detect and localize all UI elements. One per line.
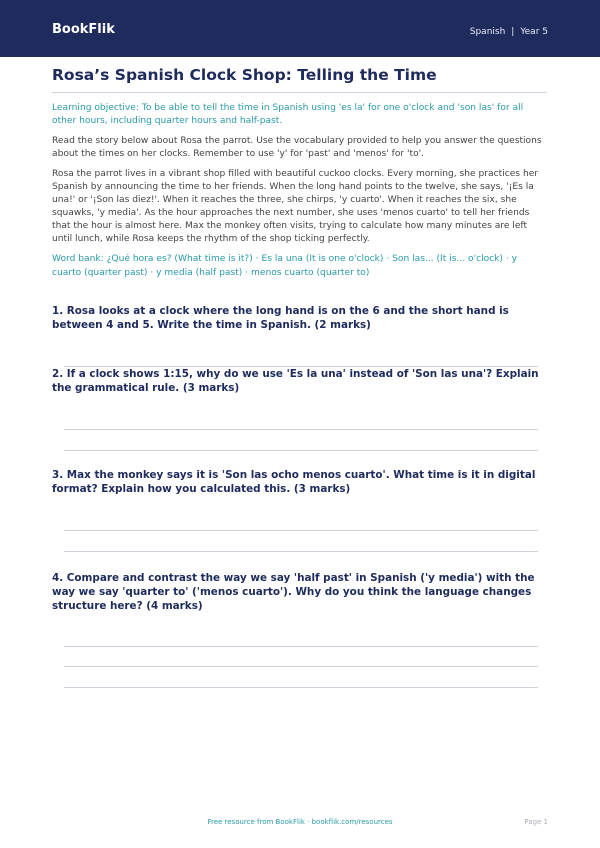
question-text: 3. Max the monkey says it is 'Son las ocho menos cuarto'. What time is it in digital format? Explain how you calculated this. (3 marks) — [52, 469, 536, 495]
answer-line[interactable] — [64, 551, 538, 552]
answer-line[interactable] — [64, 666, 538, 667]
word-bank: Word bank: ¿Qué hora es? (What time is it?) · Es la una (It is one o'clock) · Son las... (It is... o'clock) · y cuarto (quarter past) · y media (half past) · menos cuarto (quarter to) — [52, 254, 518, 278]
learning-objective: Learning objective: To be able to tell the time in Spanish using 'es la' for one o'clock and 'son las' for all other hours, including quarter hours and half-past. — [52, 103, 524, 126]
worksheet-content — [52, 64, 547, 280]
meta-separator: | — [511, 27, 515, 37]
page-header — [0, 0, 600, 57]
question-2 — [52, 367, 547, 395]
answer-line[interactable] — [64, 429, 538, 430]
page-footer — [0, 818, 600, 832]
title-divider — [52, 92, 547, 93]
question-text: 2. If a clock shows 1:15, why do we use 'Es la una' instead of 'Son las una'? Explain the grammatical rule. (3 marks) — [52, 368, 539, 394]
footer-credit: Free resource from BookFlik · bookflik.com/resources — [207, 818, 393, 826]
answer-line[interactable] — [64, 687, 538, 688]
question-4 — [52, 571, 547, 613]
answer-line[interactable] — [64, 450, 538, 451]
question-text: 1. Rosa looks at a clock where the long hand is on the 6 and the short hand is between 4 and 5. Write the time in Spanish. (2 marks) — [52, 305, 509, 331]
page-number: Page 1 — [524, 818, 548, 826]
story-paragraph: Rosa the parrot lives in a vibrant shop filled with beautiful cuckoo clocks. Every morning, she practices her Spanish by announcing the time to her friends. When the long hand points to the twelve, she says, '¡Es la una!' or '¡Son las diez!'. When it reaches the three, she chirps, 'y cuarto'. When it reaches the six, she squawks, 'y media'. As the hour approaches the next number, she uses 'menos cuarto' to tell her friends that the hour is almost here. Max the monkey often visits, trying to calculate how many minutes are left until lunch, while Rosa keeps the rhythm of the shop ticking perfectly. — [52, 169, 539, 244]
year-label: Year 5 — [520, 27, 548, 37]
page-title: Rosa’s Spanish Clock Shop: Telling the Time — [52, 66, 437, 84]
subject-label: Spanish — [469, 27, 506, 37]
answer-line[interactable] — [64, 530, 538, 531]
header-meta — [470, 27, 548, 37]
question-text: 4. Compare and contrast the way we say 'half past' in Spanish ('y media') with the way we say 'quarter to' ('menos cuarto'). Why do you think the language changes structure here? (4 marks) — [52, 572, 535, 612]
answer-line[interactable] — [64, 646, 538, 647]
intro-paragraph: Read the story below about Rosa the parrot. Use the vocabulary provided to help you answer the questions about the times on her clocks. Remember to use 'y' for 'past' and 'menos' for 'to'. — [52, 136, 542, 159]
question-3 — [52, 468, 547, 496]
brand-logo: BookFlik — [52, 22, 115, 37]
question-1 — [52, 304, 547, 332]
